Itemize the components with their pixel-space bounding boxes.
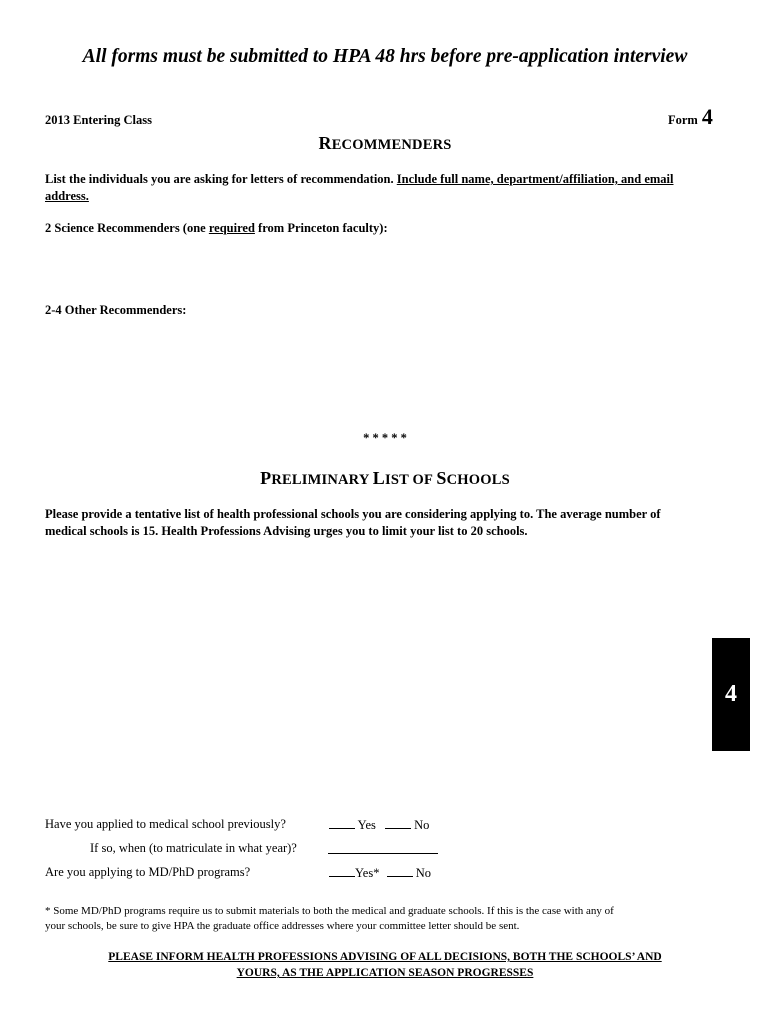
mdphd-no-label: No bbox=[415, 866, 431, 880]
applied-yes-blank[interactable] bbox=[329, 817, 355, 829]
decisions-notice-line2: YOURS, AS THE APPLICATION SEASON PROGRESSES bbox=[236, 967, 534, 979]
schools-heading-rest-3: CHOOLS bbox=[446, 472, 510, 488]
schools-intro-line2: medical schools is 15. Health Professions Advising urges you to limit your list to 20 schools. bbox=[45, 524, 528, 538]
form-label: Form bbox=[668, 113, 698, 127]
matriculate-year-blank-wrap bbox=[328, 841, 438, 854]
schools-instructions bbox=[45, 506, 745, 540]
schools-list-entry-area[interactable] bbox=[45, 545, 705, 800]
schools-heading-rest-2: IST OF bbox=[385, 472, 437, 488]
schools-heading-initial-1: P bbox=[260, 468, 272, 488]
applied-no-blank[interactable] bbox=[385, 817, 411, 829]
schools-heading bbox=[0, 468, 770, 489]
science-label-required: required bbox=[208, 221, 255, 235]
science-label-part1: 2 Science Recommenders (one bbox=[45, 221, 209, 235]
applied-yes-label: Yes bbox=[357, 818, 376, 832]
recommenders-heading-rest: ECOMMENDERS bbox=[331, 137, 452, 153]
question-applied-previously bbox=[45, 817, 286, 832]
mdphd-footnote bbox=[45, 904, 745, 934]
form-section-tab: 4 bbox=[712, 638, 750, 751]
mdphd-options bbox=[329, 865, 431, 881]
other-recommenders-label: 2-4 Other Recommenders: bbox=[45, 303, 187, 317]
science-label-part2: from Princeton faculty): bbox=[254, 221, 388, 235]
question-matriculate-year-text: If so, when (to matriculate in what year)? bbox=[90, 841, 297, 855]
schools-heading-initial-2: L bbox=[372, 468, 386, 488]
mdphd-yes-label: Yes* bbox=[355, 866, 380, 880]
question-mdphd bbox=[45, 865, 250, 880]
recommenders-intro-emphasis-cont: address. bbox=[45, 189, 89, 203]
science-recommenders-entry-area[interactable] bbox=[45, 240, 725, 298]
mdphd-yes-blank[interactable] bbox=[329, 865, 355, 877]
schools-heading-initial-3: S bbox=[436, 468, 447, 488]
section-separator: * * * * * bbox=[363, 431, 407, 445]
decisions-notice-line1: PLEASE INFORM HEALTH PROFESSIONS ADVISING OF ALL DECISIONS, BOTH THE SCHOOLS’ AND bbox=[108, 951, 662, 963]
recommenders-instructions bbox=[45, 171, 735, 205]
science-recommenders-label bbox=[45, 221, 388, 236]
footnote-line1: * Some MD/PhD programs require us to submit materials to both the medical and graduate schools. If this is the case with any of bbox=[45, 905, 614, 917]
form-number-label bbox=[668, 104, 713, 130]
footnote-line2: your schools, be sure to give HPA the graduate office addresses where your committee letter should be sent. bbox=[45, 920, 520, 932]
matriculate-year-blank[interactable] bbox=[328, 841, 438, 854]
question-mdphd-text: Are you applying to MD/PhD programs? bbox=[45, 865, 251, 879]
decisions-notice bbox=[40, 949, 730, 981]
recommenders-intro: List the individuals you are asking for letters of recommendation. bbox=[45, 172, 397, 186]
applied-no-label: No bbox=[414, 818, 430, 832]
entering-class-label: 2013 Entering Class bbox=[45, 113, 152, 127]
question-matriculate-year bbox=[90, 841, 297, 856]
applied-previously-options bbox=[329, 817, 429, 833]
recommenders-intro-emphasis: Include full name, department/affiliation, and email bbox=[396, 172, 674, 186]
schools-intro-line1: Please provide a tentative list of health professional schools you are considering applying to. The average number of bbox=[45, 507, 661, 521]
submission-banner: All forms must be submitted to HPA 48 hrs before pre-application interview bbox=[82, 46, 688, 67]
schools-heading-rest-1: RELIMINARY bbox=[271, 472, 373, 488]
question-applied-previously-text: Have you applied to medical school previously? bbox=[45, 817, 286, 831]
recommenders-heading-initial: R bbox=[318, 133, 332, 153]
mdphd-no-blank[interactable] bbox=[387, 865, 413, 877]
form-number: 4 bbox=[701, 104, 713, 129]
other-recommenders-entry-area[interactable] bbox=[45, 322, 725, 422]
recommenders-heading bbox=[0, 133, 770, 154]
